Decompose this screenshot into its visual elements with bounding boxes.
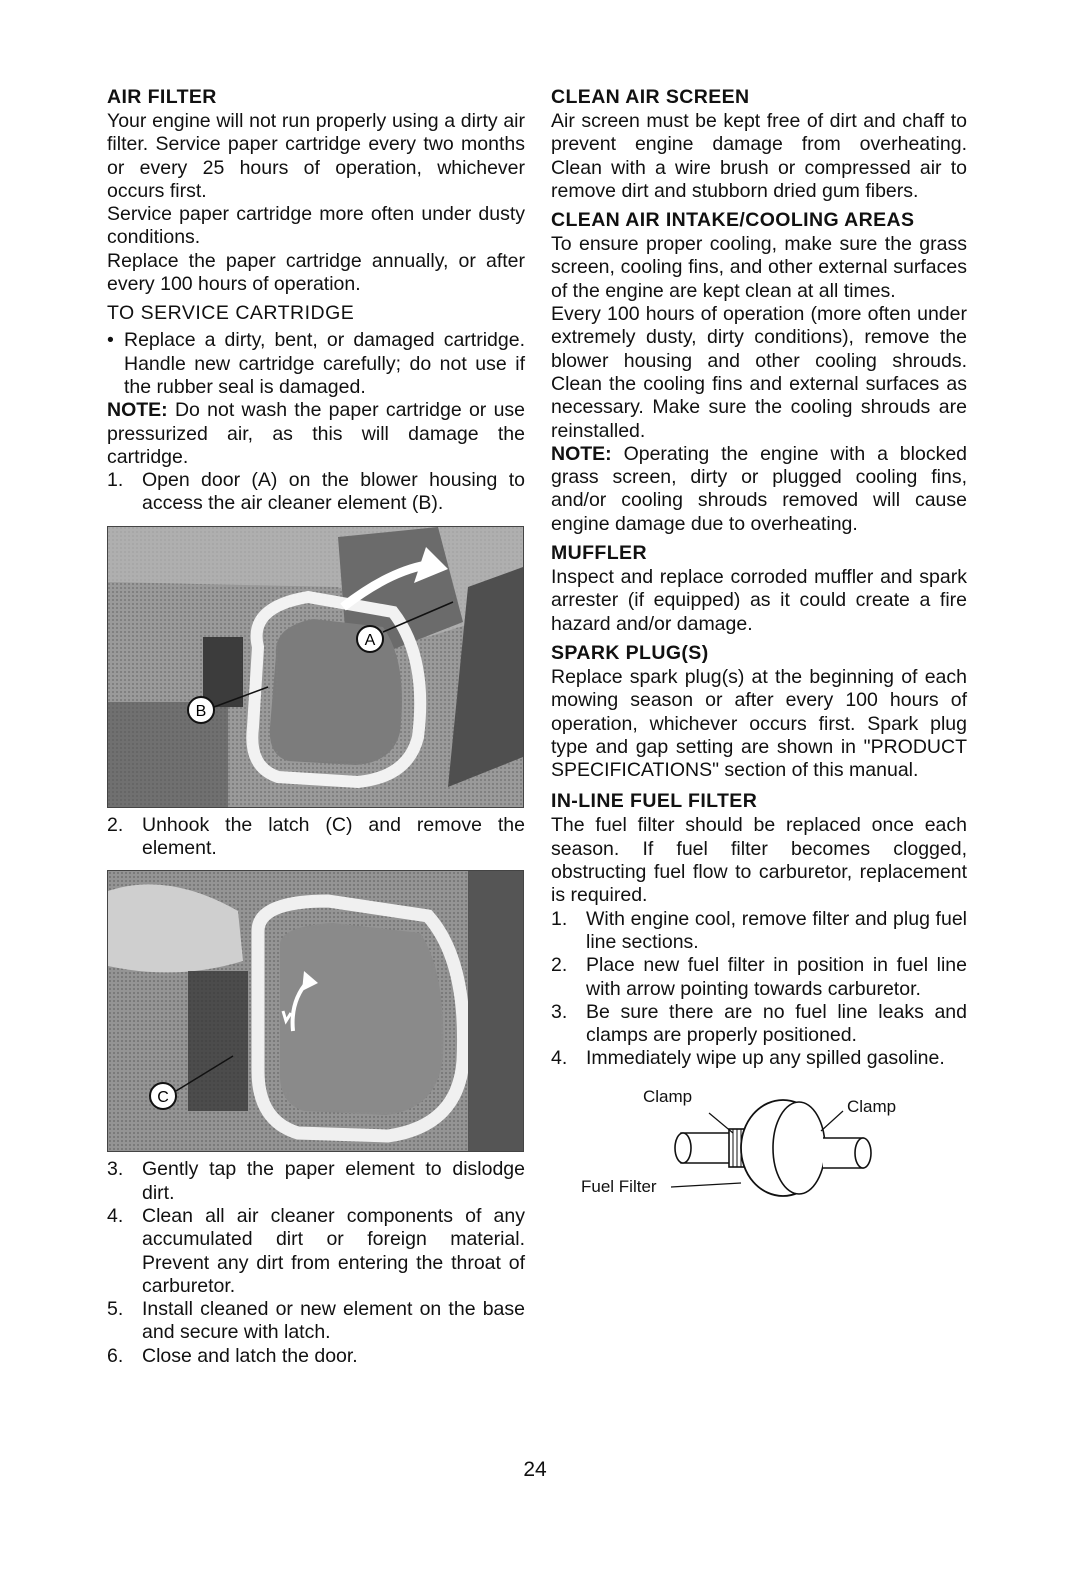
air-filter-paragraph-2: Service paper cartridge more often under dusty conditions. <box>107 203 525 249</box>
blower-housing-illustration <box>108 527 523 807</box>
step-number: 4. <box>107 1204 124 1227</box>
intake-paragraph-1: To ensure proper cooling, make sure the grass screen, cooling fins, and other external surfaces of the engine are kept clean at all times. <box>551 233 967 302</box>
note-label: NOTE: <box>551 442 612 465</box>
step-text: Close and latch the door. <box>142 1344 358 1367</box>
step-number: 1. <box>551 907 568 930</box>
right-column <box>551 84 967 1201</box>
service-bullet <box>107 329 525 399</box>
air-filter-paragraph-1: Your engine will not run properly using a dirty air filter. Service paper cartridge every two months or every 25 hours of operation, whichever occurs first. <box>107 110 525 202</box>
intake-note <box>551 443 967 536</box>
step-6 <box>107 1345 525 1368</box>
left-column <box>107 84 525 1368</box>
fuel-step-4 <box>551 1047 967 1070</box>
bullet-icon: • <box>107 329 114 352</box>
fuel-step-2 <box>551 954 967 1001</box>
step-text: Gently tap the paper element to dislodge dirt. <box>142 1158 525 1204</box>
step-5 <box>107 1298 525 1345</box>
air-filter-paragraph-3: Replace the paper cartridge annually, or after every 100 hours of operation. <box>107 249 525 296</box>
intake-heading: CLEAN AIR INTAKE/COOLING AREAS <box>551 209 915 232</box>
step-4 <box>107 1205 525 1298</box>
fuel-filter-diagram <box>551 1083 967 1201</box>
step-number: 6. <box>107 1344 124 1367</box>
fuel-filter-label: Fuel Filter <box>581 1176 657 1196</box>
step-2 <box>107 814 525 861</box>
step-number: 5. <box>107 1298 124 1321</box>
to-service-heading: TO SERVICE CARTRIDGE <box>107 302 355 325</box>
step-text: Immediately wipe up any spilled gasoline. <box>586 1047 945 1070</box>
step-3 <box>107 1158 525 1205</box>
svg-text:B: B <box>195 702 207 720</box>
svg-text:C: C <box>157 1089 169 1107</box>
step-number: 2. <box>107 813 124 836</box>
step-text: Clean all air cleaner components of any accumulated dirt or foreign material. Prevent any dirt from entering the throat of carburetor. <box>142 1204 525 1297</box>
note-text: Do not wash the paper cartridge or use pressurized air, as this will damage the cartridge. <box>107 399 526 468</box>
step-number: 3. <box>107 1158 124 1181</box>
fuel-step-1 <box>551 908 967 955</box>
latch-illustration <box>108 871 523 1151</box>
clamp-right-label: Clamp <box>847 1096 897 1116</box>
service-note <box>107 399 525 469</box>
intake-paragraph-2: Every 100 hours of operation (more often under extremely dusty, dirty conditions), remove the blower housing and other cooling shrouds. Clean the cooling fins and external surfaces as necessary. Make sure the cooling shrouds are reinstalled. <box>551 303 967 442</box>
muffler-text: Inspect and replace corroded muffler and spark arrester (if equipped) as it could create a fire hazard and/or damage. <box>551 566 967 635</box>
step-number: 3. <box>551 1000 568 1023</box>
step-text: Install cleaned or new element on the base and secure with latch. <box>142 1298 525 1344</box>
step-number: 1. <box>107 469 124 492</box>
step-1 <box>107 469 525 516</box>
clean-air-screen-heading: CLEAN AIR SCREEN <box>551 86 750 108</box>
clamp-left-label: Clamp <box>643 1086 693 1106</box>
note-label: NOTE: <box>107 399 168 422</box>
note-text: Operating the engine with a blocked grass screen, dirty or plugged cooling fins, and/or cooling shrouds removed will cause engine damage due to overheating. <box>551 442 968 535</box>
step-text: With engine cool, remove filter and plug fuel line sections. <box>586 907 967 953</box>
photo-latch <box>107 870 524 1152</box>
service-bullet-text: Replace a dirty, bent, or damaged cartridge. Handle new cartridge carefully; do not use if the rubber seal is damaged. <box>124 329 525 398</box>
step-number: 4. <box>551 1047 568 1070</box>
step-text: Place new fuel filter in position in fuel line with arrow pointing towards carburetor. <box>586 954 967 1000</box>
air-filter-heading: AIR FILTER <box>107 86 217 108</box>
fuel-filter-heading: IN-LINE FUEL FILTER <box>551 790 758 813</box>
page-number: 24 <box>523 1458 547 1481</box>
step-text: Open door (A) on the blower housing to access the air cleaner element (B). <box>142 469 525 515</box>
step-text: Be sure there are no fuel line leaks and clamps are properly positioned. <box>586 1000 967 1047</box>
step-text: Unhook the latch (C) and remove the element. <box>142 813 525 860</box>
clean-air-screen-text: Air screen must be kept free of dirt and chaff to prevent engine damage from overheating. Clean with a wire brush or compressed air to remove dirt and stubborn dried gum fibers. <box>551 110 967 202</box>
step-number: 2. <box>551 954 568 977</box>
muffler-heading: MUFFLER <box>551 542 647 565</box>
fuel-filter-text: The fuel filter should be replaced once each season. If fuel filter becomes clogged, obstructing fuel flow to carburetor, replacement is required. <box>551 814 967 907</box>
fuel-step-3 <box>551 1001 967 1048</box>
svg-text:A: A <box>364 631 376 649</box>
spark-plug-heading: SPARK PLUG(S) <box>551 641 709 664</box>
spark-plug-text: Replace spark plug(s) at the beginning of each mowing season or after every 100 hours of operation, whichever occurs first. Spark plug type and gap setting are shown in "PRODUCT SPECIFICATIONS" section of this manual. <box>551 665 967 782</box>
photo-blower-housing <box>107 526 524 808</box>
